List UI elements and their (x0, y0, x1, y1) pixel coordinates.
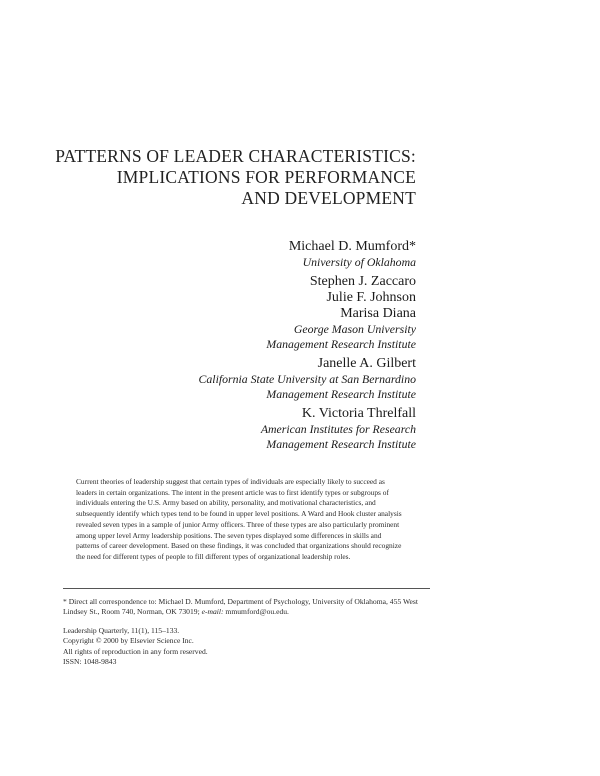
email-label: e-mail: (201, 607, 224, 617)
email-address: mmumford@ou.edu. (223, 607, 289, 617)
journal-info (63, 626, 363, 668)
footnote-text: * Direct all correspondence to: Michael D. Mumford, Department of Psychology, University of Oklahoma, 455 West Lindsey St., Room 740, Norman, OK 73019; (63, 597, 418, 617)
title-line-3: AND DEVELOPMENT (241, 188, 416, 208)
author-block (16, 239, 416, 452)
author-name: Marisa Diana (340, 306, 416, 321)
author-name: Michael D. Mumford* (288, 239, 416, 254)
journal-citation: Leadership Quarterly, 11(1), 115–133. (63, 626, 180, 635)
author-affiliation: Management Research Institute (266, 437, 416, 451)
author-affiliation: California State University at San Bernardino (198, 372, 416, 386)
author-affiliation: American Institutes for Research (260, 422, 416, 436)
author-name: Julie F. Johnson (326, 290, 416, 305)
copyright-line: Copyright © 2000 by Elsevier Science Inc. (63, 636, 194, 646)
title-line-1: PATTERNS OF LEADER CHARACTERISTICS: (55, 146, 416, 166)
issn-line: ISSN: 1048-9843 (63, 657, 117, 667)
author-name: Stephen J. Zaccaro (309, 274, 416, 289)
author-affiliation: Management Research Institute (266, 337, 416, 351)
author-affiliation: University of Oklahoma (302, 255, 416, 269)
abstract: Current theories of leadership suggest that certain types of individuals are especially likely to succeed as leaders in certain organizations. The intent in the present article was to first identify types or subgroups of individuals entering the U.S. Army based on ability, personality, and motivational characteristics, and subsequently identify which types tend to be found in upper level positions. A Ward and Hook cluster analysis revealed seven types in a sample of junior Army officers. Three of these types are also particularly prominent among upper level Army leadership positions. The seven types displayed some differences in skills and patterns of career development. Based on these findings, it was concluded that organizations should recognize the need for different types of people to fill different types of organizational leadership roles. (76, 477, 402, 561)
author-affiliation: Management Research Institute (266, 387, 416, 401)
paper-title (0, 146, 416, 209)
author-name: Janelle A. Gilbert (317, 356, 416, 371)
footnote-divider (63, 588, 430, 589)
author-affiliation: George Mason University (293, 322, 416, 336)
rights-line: All rights of reproduction in any form reserved. (63, 646, 208, 656)
title-line-2: IMPLICATIONS FOR PERFORMANCE (116, 167, 416, 187)
author-name: K. Victoria Threlfall (301, 406, 416, 421)
correspondence-footnote (63, 597, 431, 618)
